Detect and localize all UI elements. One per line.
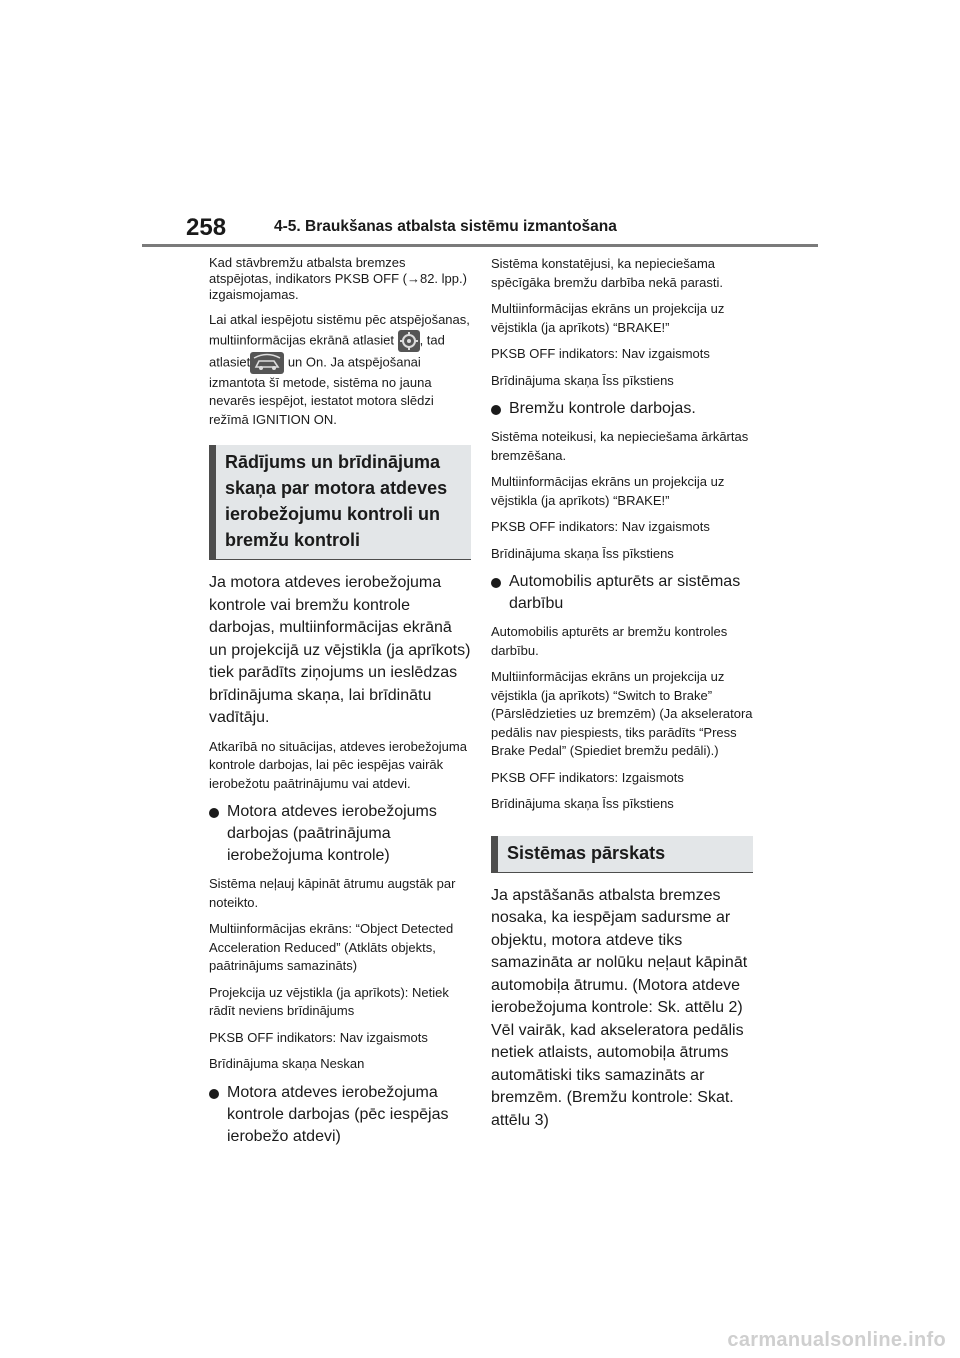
right-column [491, 255, 753, 1140]
list-item: Projekcija uz vējstikla (ja aprīkots): Netiek rādīt neviens brīdinājums [209, 984, 449, 1018]
list-item: Automobilis apturēts ar bremžu kontroles darbību. [491, 624, 728, 658]
pksb-off-note: Kad stāvbremžu atbalsta bremzes atspējotas, indikators PKSB OFF (→82. lpp.) izgaismojamas. [209, 255, 467, 302]
situation-note: Atkarībā no situācijas, atdeves ierobežojuma kontrole darbojas, lai pēc iespējas vairāk ierobežotu paātrinājumu vai atdevi. [209, 738, 467, 791]
header-divider [142, 244, 818, 247]
bullet-vehicle-stopped: Automobilis apturēts ar sistēmas darbību [491, 571, 753, 615]
list-item: Multiinformācijas ekrāns: “Object Detected Acceleration Reduced” (Atklāts objekts, paātrinājums samazināts) [209, 921, 454, 973]
section-system-overview [491, 836, 753, 873]
list-item: Brīdinājuma skaņa Īss pīkstiens [491, 372, 674, 388]
reenable-instructions: Lai atkal iespējotu sistēmu pēc atspējošanas, multiinformācijas ekrānā atlasiet , tad atlasiet un On. Ja atspējošanai izmantota šī metode, sistēma no jauna nevarēs iespējot, iestatot motora slēdzi režīmā IGNITION ON. [209, 312, 470, 427]
list-item: PKSB OFF indikators: Nav izgaismots [491, 346, 710, 361]
list-item: Multiinformācijas ekrāns un projekcija uz vējstikla (ja aprīkots) “BRAKE!” [491, 474, 725, 508]
intro-paragraph: Ja motora atdeves ierobežojuma kontrole vai bremžu kontrole darbojas, multiinformācijas ekrānā un projekcijā uz vējstikla (ja aprīkots) tiek parādīts ziņojums un ieslēdzas brīdinājuma skaņa, lai brīdinātu vadītāju. [209, 574, 471, 726]
bullet-output-limit: Motora atdeves ierobežojuma kontrole darbojas (pēc iespējas ierobežo atdevi) [209, 1082, 471, 1148]
list-item: Sistēma neļauj kāpināt ātrumu augstāk par noteikto. [209, 876, 456, 910]
bullet-acceleration-control: Motora atdeves ierobežojums darbojas (paātrinājuma ierobežojuma kontrole) [209, 801, 471, 867]
list-item: Brīdinājuma skaņa Īss pīkstiens [491, 796, 674, 811]
page-header [186, 214, 826, 254]
page-number: 258 [186, 214, 227, 241]
bullet-dot-icon [209, 1089, 219, 1099]
list-item: Sistēma konstatējusi, ka nepieciešama spēcīgāka bremžu darbība nekā parasti. [491, 256, 723, 290]
left-column [209, 255, 471, 1156]
chapter-title: 4-5. Braukšanas atbalsta sistēmu izmantošana [274, 218, 617, 235]
car-sensor-icon [250, 352, 284, 374]
bullet-brake-control: Bremžu kontrole darbojas. [491, 398, 753, 420]
section-title: Sistēmas pārskats [507, 842, 666, 863]
list-item: Sistēma noteikusi, ka nepieciešama ārkārtas bremzēšana. [491, 429, 749, 463]
bullet-dot-icon [491, 405, 501, 415]
list-item: Multiinformācijas ekrāns un projekcija uz vējstikla (ja aprīkots) “Switch to Brake” (Pārslēdzieties uz bremzēm) (Ja akseleratora pedālis nav piespiests, tiks parādīts “Press Brake Pedal” (Spiediet bremžu pedāli).) [491, 669, 753, 758]
list-item: PKSB OFF indikators: Nav izgaismots [491, 519, 710, 534]
list-item: PKSB OFF indikators: Nav izgaismots [209, 1029, 428, 1045]
list-item: Multiinformācijas ekrāns un projekcija uz vējstikla (ja aprīkots) “BRAKE!” [491, 301, 725, 335]
list-item: Brīdinājuma skaņa Īss pīkstiens [491, 545, 674, 561]
overview-paragraph: Vēl vairāk, kad akseleratora pedālis netiek atlaists, automobiļa ātrums automātiski tiks samazināts ar bremzēm. (Bremžu kontrole: Skat. attēlu 3) [491, 1021, 744, 1129]
bullet-dot-icon [491, 578, 501, 588]
list-item: PKSB OFF indikators: Izgaismots [491, 769, 684, 785]
overview-paragraph: Ja apstāšanās atbalsta bremzes nosaka, ka iespējam sadursme ar objektu, motora atdeve tiks samazināta ar nolūku neļaut kāpināt automobiļa ātrumu. (Motora atdeve ierobežojuma kontrole: Sk. attēlu 2) [491, 886, 748, 1016]
section-warning-display [209, 445, 471, 560]
gear-icon [398, 330, 420, 352]
list-item: Brīdinājuma skaņa Neskan [209, 1056, 365, 1071]
watermark: carmanualsonline.info [727, 1329, 946, 1351]
bullet-dot-icon [209, 808, 219, 818]
section-title: Rādījums un brīdinājuma skaņa par motora atdeves ierobežojumu kontroli un bremžu kontroli [225, 452, 448, 550]
